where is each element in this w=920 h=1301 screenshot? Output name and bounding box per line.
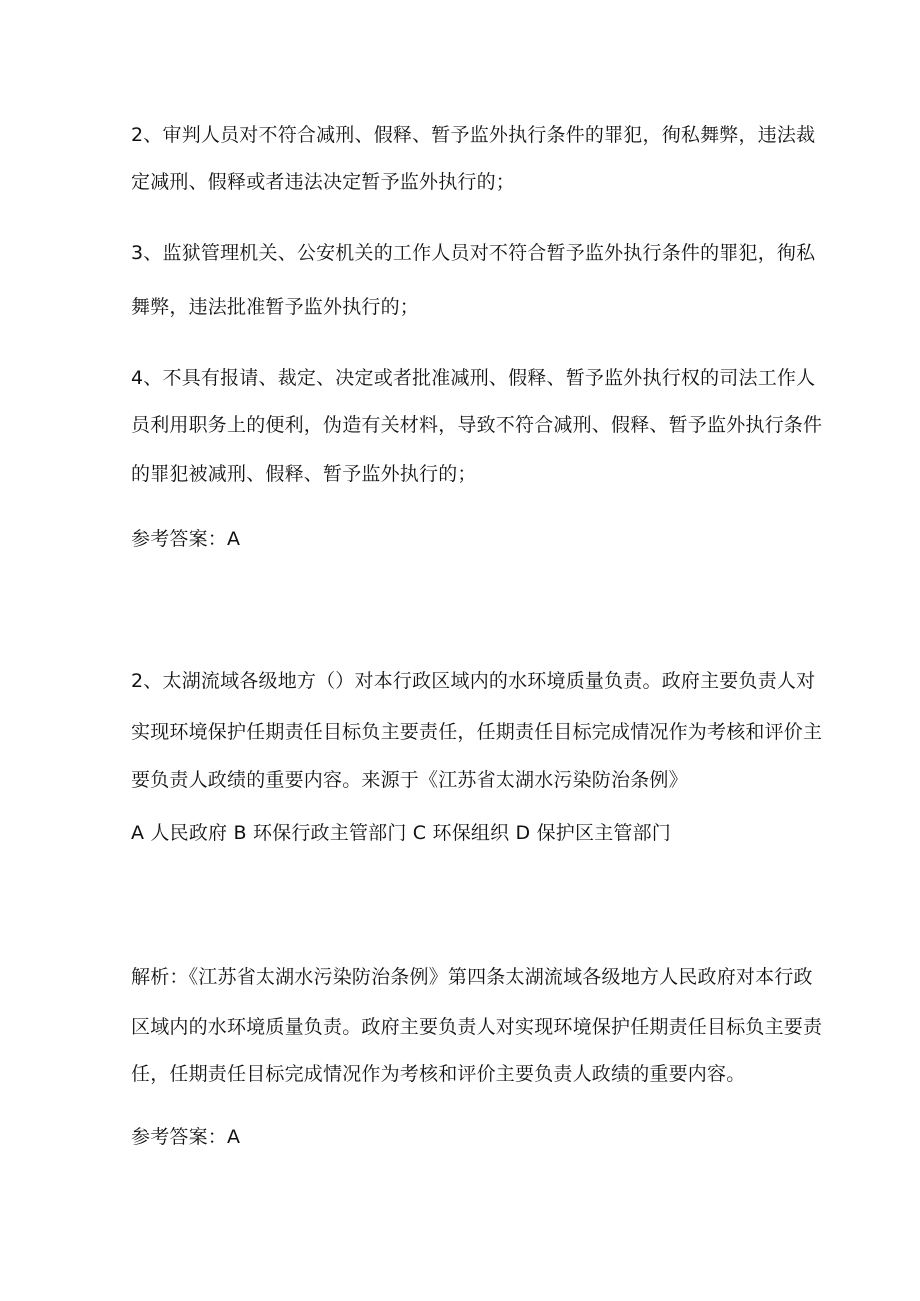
- item3-line1: 3、监狱管理机关、公安机关的工作人员对不符合暂予监外执行条件的罪犯，徇私: [131, 242, 816, 264]
- question2-options: A 人民政府 B 环保行政主管部门 C 环保组织 D 保护区主管部门: [131, 822, 672, 844]
- question2-line2: 实现环境保护任期责任目标负主要责任，任期责任目标完成情况作为考核和评价主: [131, 721, 823, 743]
- analysis-line2: 区域内的水环境质量负责。政府主要负责人对实现环境保护任期责任目标负主要责: [131, 1016, 823, 1038]
- item3-line2: 舞弊，违法批准暂予监外执行的；: [131, 296, 420, 318]
- item4-line3: 的罪犯被减刑、假释、暂予监外执行的；: [131, 463, 477, 485]
- item2-line1: 2、审判人员对不符合减刑、假释、暂予监外执行条件的罪犯，徇私舞弊，违法裁: [131, 124, 816, 146]
- analysis-line3: 任，任期责任目标完成情况作为考核和评价主要负责人政绩的重要内容。: [131, 1063, 746, 1085]
- analysis-line1: 解析：《江苏省太湖水污染防治条例》第四条太湖流域各级地方人民政府对本行政: [131, 966, 813, 988]
- item4-line1: 4、不具有报请、裁定、决定或者批准减刑、假释、暂予监外执行权的司法工作人: [131, 367, 816, 389]
- answer-2: 参考答案：A: [131, 1126, 241, 1148]
- question2-line1: 2、太湖流域各级地方（）对本行政区域内的水环境质量负责。政府主要负责人对: [131, 670, 816, 692]
- answer-1: 参考答案：A: [131, 528, 241, 550]
- item2-line2: 定减刑、假释或者违法决定暂予监外执行的；: [131, 171, 516, 193]
- item4-line2: 员利用职务上的便利，伪造有关材料，导致不符合减刑、假释、暂予监外执行条件: [131, 414, 823, 436]
- question2-line3: 要负责人政绩的重要内容。来源于《江苏省太湖水污染防治条例》: [131, 769, 688, 791]
